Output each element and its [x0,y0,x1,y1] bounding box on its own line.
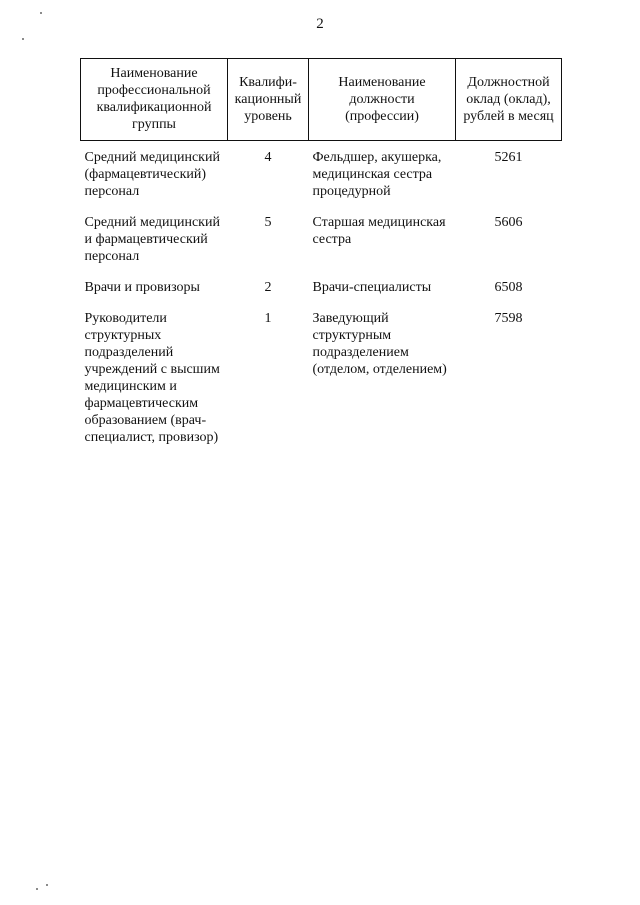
page-number: 2 [316,16,324,32]
table-row [81,141,562,215]
cell-salary: 7598 [494,311,523,326]
cell-group: Средний медицинский (фармацевтический) персонал [84,150,220,199]
cell-level: 5 [264,215,272,230]
cell-position: Фельдшер, акушерка, медицинская сестра процедурной [312,150,442,199]
cell-position: Врачи-специалисты [312,280,432,295]
scan-speck [22,38,24,40]
scan-speck [36,888,38,890]
header-group: Наименование профессиональной квалификационной группы [81,59,228,141]
cell-level: 2 [264,280,272,295]
header-level: Квалифи-кационный уровень [228,59,309,141]
table-row [81,214,562,279]
cell-position: Старшая медицинская сестра [312,215,446,247]
cell-position: Заведующий структурным подразделением (отделом, отделением) [312,311,447,377]
scan-speck [46,884,48,886]
header-salary: Должностной оклад (оклад), рублей в месяц [456,59,562,141]
cell-salary: 6508 [494,280,523,295]
scan-speck [40,12,42,14]
header-position: Наименование должности (профессии) [309,59,456,141]
cell-group: Врачи и провизоры [84,280,200,295]
cell-group: Руководители структурных подразделений учреждений с высшим медицинским и фармацевтическим образованием (врач-специалист, провизор) [84,311,220,445]
table-row [81,279,562,310]
cell-salary: 5606 [494,215,523,230]
cell-salary: 5261 [494,150,523,165]
cell-group: Средний медицинский и фармацевтический персонал [84,215,220,264]
table-header-row [81,59,562,141]
cell-level: 1 [264,311,272,326]
salary-table [80,58,562,460]
cell-level: 4 [264,150,272,165]
table-row [81,310,562,460]
